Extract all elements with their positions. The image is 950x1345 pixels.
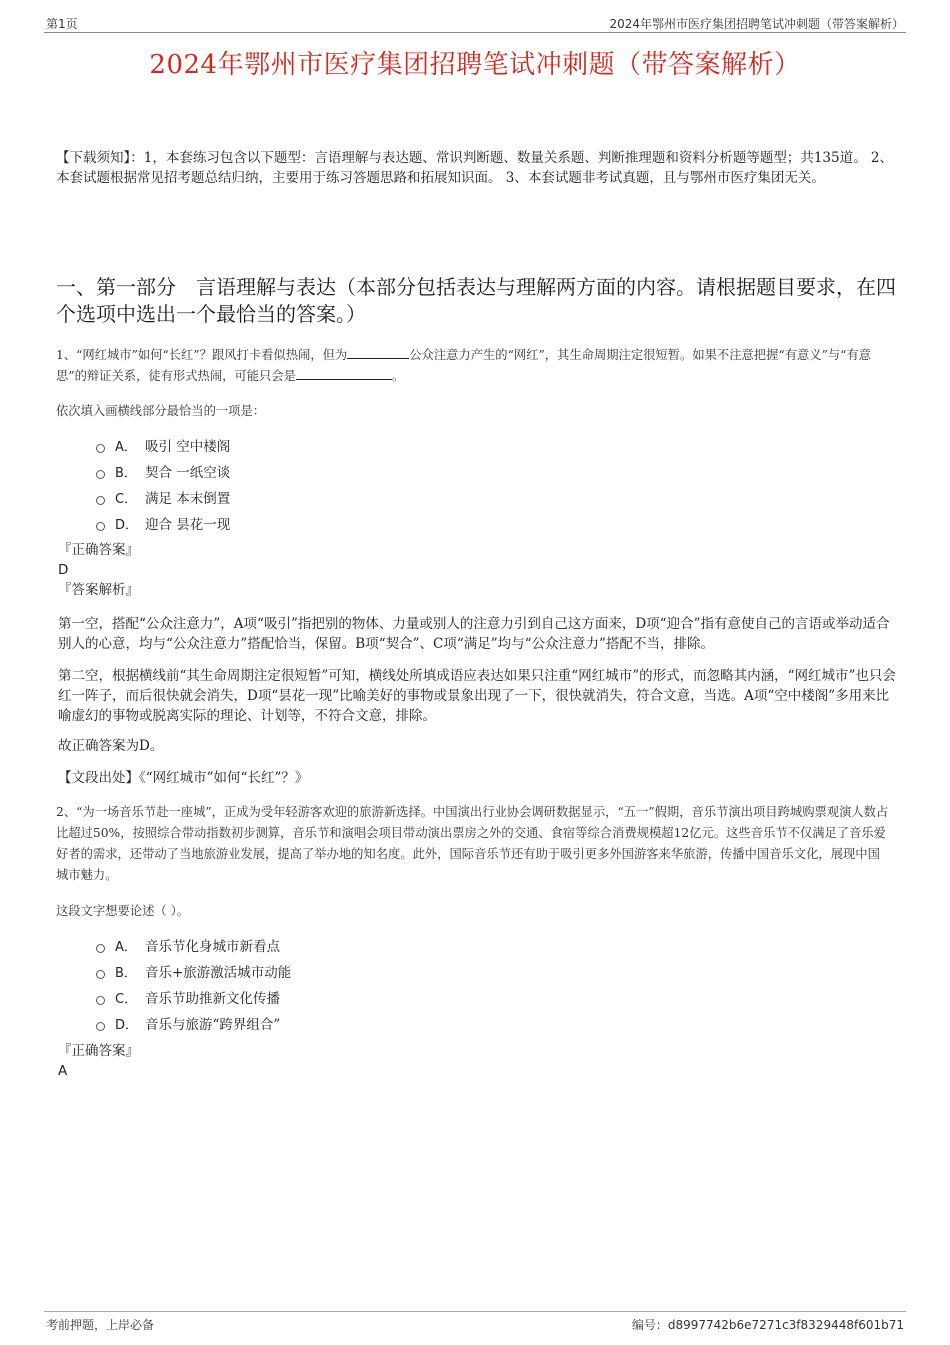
option-d[interactable]: D． 音乐与旅游“跨界组合” bbox=[96, 1010, 291, 1036]
answer-value: D bbox=[58, 562, 69, 578]
analysis-paragraph-2: 第二空，根据横线前“其生命周期注定很短暂”可知，横线处所填成语应表达如果只注重“网红城市”的形式，而忽略其内涵，“网红城市”也只会红一阵子，而后很快就会消失，D项“昙花一现”比喻美好的事物或景象出现了一下，很快就消失，符合文意，当选。A项“空中楼阁”多用来比喻虚幻的事物或脱离实际的理论、计划等，不符合文意，排除。 bbox=[58, 668, 896, 724]
analysis-conclusion: 故正确答案为D。 bbox=[58, 738, 164, 754]
footer-slogan: 考前押题，上岸必备 bbox=[46, 1318, 155, 1332]
section-heading: 一、第一部分 言语理解与表达（本部分包括表达与理解两方面的内容。请根据题目要求，在四个选项中选出一个最恰当的答案。） bbox=[56, 275, 896, 326]
answer-heading: 『正确答案』 bbox=[58, 542, 139, 558]
answer-heading: 『正确答案』 bbox=[58, 1043, 139, 1059]
question-2-answer bbox=[58, 1041, 898, 1081]
radio-icon[interactable] bbox=[96, 970, 105, 979]
radio-icon[interactable] bbox=[96, 496, 105, 505]
question-1-answer bbox=[58, 540, 898, 600]
radio-icon[interactable] bbox=[96, 522, 105, 531]
document-title: 2024年鄂州市医疗集团招聘笔试冲刺题（带答案解析） bbox=[149, 50, 801, 80]
header-doc-title: 2024年鄂州市医疗集团招聘笔试冲刺题（带答案解析） bbox=[609, 17, 904, 31]
fill-blank bbox=[296, 366, 392, 380]
option-c[interactable]: C． 满足 本末倒置 bbox=[96, 484, 230, 510]
document-code: 编号：d8997742b6e7271c3f8329448f601b71 bbox=[631, 1318, 904, 1332]
question-2-text: 2、“为一场音乐节赴一座城”，正成为受年轻游客欢迎的旅游新选择。中国演出行业协会调研数据显示，“五一”假期，音乐节演出项目跨城购票观演人数占比超过50%，按照综合带动指数初步测算，音乐节和演唱会项目带动演出票房之外的交通、食宿等综合消费规模超12亿元。这些音乐节不仅满足了音乐爱好者的需求，还带动了当地旅游业发展，提高了举办地的知名度。此外，国际音乐节还有助于吸引更多外国游客来华旅游，传播中国音乐文化，展现中国城市魅力。 bbox=[56, 805, 889, 882]
radio-icon[interactable] bbox=[96, 470, 105, 479]
page-footer bbox=[44, 1311, 906, 1332]
radio-icon[interactable] bbox=[96, 1022, 105, 1031]
passage-source: 【文段出处】《“网红城市”如何“长红”？》 bbox=[58, 770, 309, 786]
question-1-text: 1、“网红城市”如何“长红”？跟风打卡看似热闹，但为 公众注意力产生的“网红”，其生命周期注定很短暂。如果不注意把握“有意义”与“有意思”的辩证关系，徒有形式热闹，可能只会是 。 bbox=[56, 345, 892, 387]
option-a[interactable]: A． 音乐节化身城市新看点 bbox=[96, 932, 291, 958]
page-number: 第1页 bbox=[46, 17, 78, 31]
radio-icon[interactable] bbox=[96, 444, 105, 453]
option-b[interactable]: B． 契合 一纸空谈 bbox=[96, 458, 230, 484]
question-1-prompt: 依次填入画横线部分最恰当的一项是： bbox=[56, 404, 266, 418]
option-a[interactable]: A． 吸引 空中楼阁 bbox=[96, 432, 230, 458]
radio-icon[interactable] bbox=[96, 944, 105, 953]
answer-value: A bbox=[58, 1063, 68, 1079]
download-notice: 【下载须知】：1，本套练习包含以下题型：言语理解与表达题、常识判断题、数量关系题、判断推理题和资料分析题等题型；共135道。 2、本套试题根据常见招考题总结归纳，主要用于练习答题思路和拓展知识面。 3、本套试题非考试真题，且与鄂州市医疗集团无关。 bbox=[56, 150, 893, 186]
question-2-options bbox=[96, 932, 291, 1036]
radio-icon[interactable] bbox=[96, 996, 105, 1005]
question-1-options bbox=[96, 432, 230, 536]
option-c[interactable]: C． 音乐节助推新文化传播 bbox=[96, 984, 291, 1010]
page-header bbox=[44, 14, 906, 33]
analysis-heading: 『答案解析』 bbox=[58, 582, 139, 598]
option-b[interactable]: B． 音乐+旅游激活城市动能 bbox=[96, 958, 291, 984]
analysis-paragraph-1: 第一空，搭配“公众注意力”，A项“吸引”指把别的物体、力量或别人的注意力引到自己这方面来，D项“迎合”指有意使自己的言语或举动适合别人的心意，均与“公众注意力”搭配恰当，保留。B项“契合”、C项“满足”均与“公众注意力”搭配不当，排除。 bbox=[58, 616, 890, 652]
option-d[interactable]: D． 迎合 昙花一现 bbox=[96, 510, 230, 536]
question-2-prompt: 这段文字想要论述（ ）。 bbox=[56, 904, 190, 918]
fill-blank bbox=[347, 345, 409, 359]
